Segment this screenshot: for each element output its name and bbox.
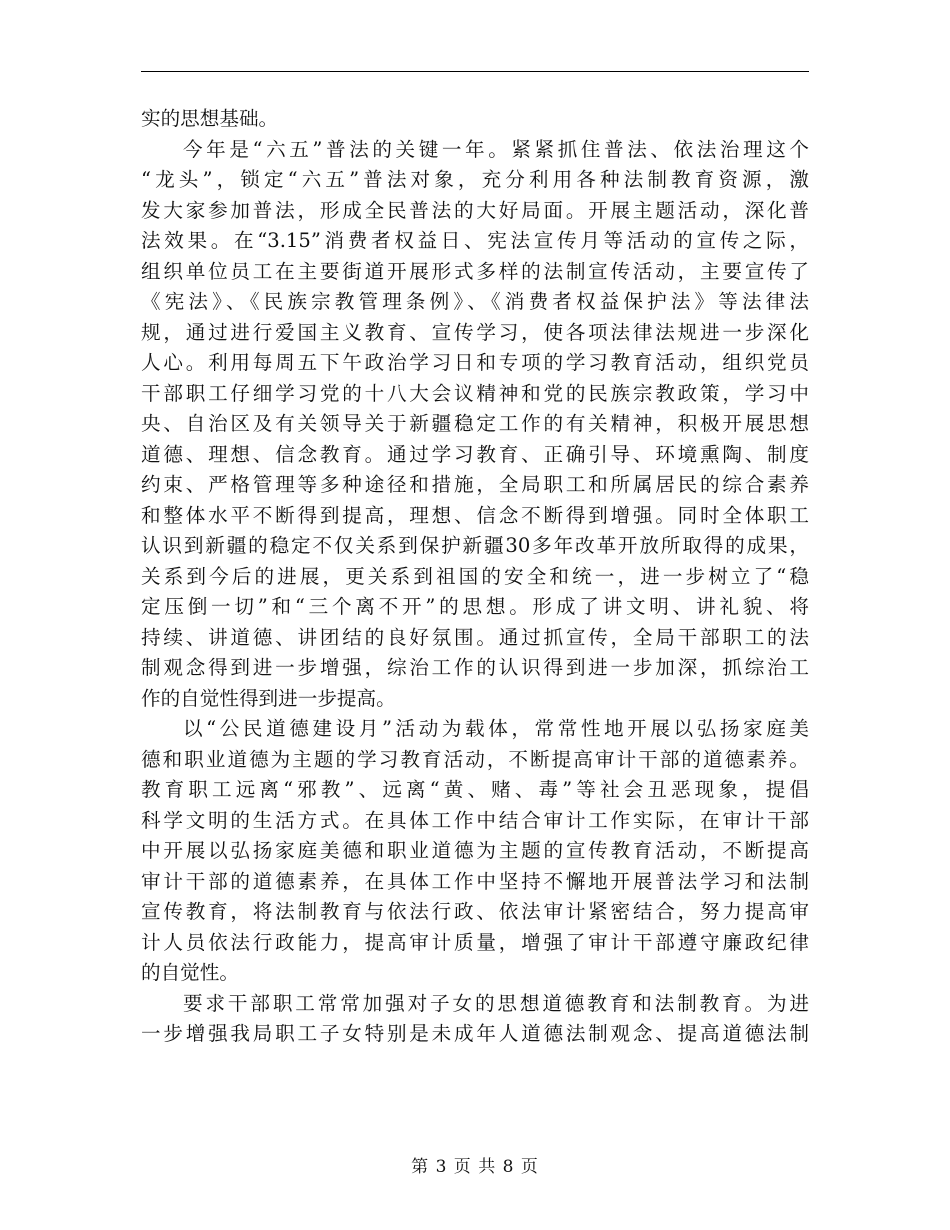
text-line: 组织单位员工在主要街道开展形式多样的法制宣传活动，主要宣传了 [141,259,809,283]
header-rule [141,71,809,72]
text-line: 今年是“六五”普法的关键一年。紧紧抓住普法、依法治理这个 [183,137,809,161]
text-line: 《宪法》、《民族宗教管理条例》、《消费者权益保护法》等法律法 [141,290,809,313]
text-line: 制观念得到进一步增强，综治工作的认识得到进一步加深，抓综治工 [141,656,809,679]
text-line: 中开展以弘扬家庭美德和职业道德为主题的宣传教育活动，不断提高 [141,839,809,862]
text-line: 规，通过进行爱国主义教育、宣传学习，使各项法律法规进一步深化 [141,320,809,344]
body-text [141,104,809,1050]
text-line: 宣传教育，将法制教育与依法行政、依法审计紧密结合，努力提高审 [141,900,809,923]
text-line: 审计干部的道德素养，在具体工作中坚持不懈地开展普法学习和法制 [141,869,809,893]
text-line: 一步增强我局职工子女特别是未成年人道德法制观念、提高道德法制 [141,1022,809,1045]
text-line: 人心。利用每周五下午政治学习日和专项的学习教育活动，组织党员 [141,351,809,374]
page-footer: 第 3 页 共 8 页 [411,1157,539,1177]
text-line: 道德、理想、信念教育。通过学习教育、正确引导、环境熏陶、制度 [141,442,809,466]
text-line: 约束、严格管理等多种途径和措施，全局职工和所属居民的综合素养 [141,473,809,496]
text-line: 定压倒一切”和“三个离不开”的思想。形成了讲文明、讲礼貌、将 [141,595,809,618]
text-line: 作的自觉性得到进一步提高。 [141,686,396,710]
text-line: 关系到今后的进展，更关系到祖国的安全和统一，进一步树立了“稳 [141,564,809,588]
text-line: 计人员依法行政能力，提高审计质量，增强了审计干部遵守廉政纪律 [141,930,809,954]
text-line: 教育职工远离“邪教”、远离“黄、赌、毒”等社会丑恶现象，提倡 [141,778,809,801]
text-line: 干部职工仔细学习党的十八大会议精神和党的民族宗教政策，学习中 [141,381,809,405]
text-line: 发大家参加普法，形成全民普法的大好局面。开展主题活动，深化普 [141,198,809,222]
text-line: 认识到新疆的稳定不仅关系到保护新疆30多年改革开放所取得的成果， [141,534,809,557]
text-line: 央、自治区及有关领导关于新疆稳定工作的有关精神，积极开展思想 [141,412,809,435]
text-line: 和整体水平不断得到提高，理想、信念不断得到增强。同时全体职工 [141,503,809,527]
text-line: “龙头”，锁定“六五”普法对象，充分利用各种法制教育资源，激 [141,168,809,191]
text-line: 法效果。在“3.15”消费者权益日、宪法宣传月等活动的宣传之际， [141,229,809,252]
text-line: 实的思想基础。 [141,107,279,130]
text-line: 德和职业道德为主题的学习教育活动，不断提高审计干部的道德素养。 [141,747,809,771]
text-line: 科学文明的生活方式。在具体工作中结合审计工作实际，在审计干部 [141,808,809,832]
text-line: 以“公民道德建设月”活动为载体，常常性地开展以弘扬家庭美 [183,717,809,740]
text-line: 的自觉性。 [141,961,239,984]
text-line: 持续、讲道德、讲团结的良好氛围。通过抓宣传，全局干部职工的法 [141,625,809,649]
text-line: 要求干部职工常常加强对子女的思想道德教育和法制教育。为进 [183,991,809,1015]
